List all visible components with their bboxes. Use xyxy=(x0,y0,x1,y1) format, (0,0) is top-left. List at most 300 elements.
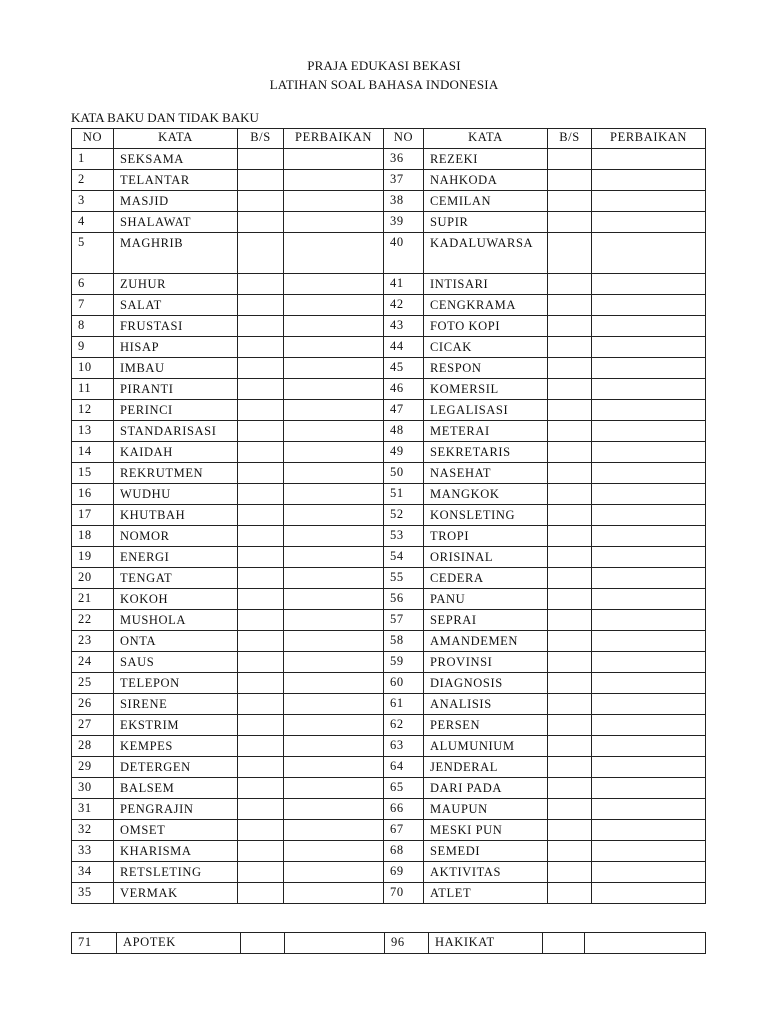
bs-answer-cell[interactable] xyxy=(238,778,284,799)
bs-answer-cell[interactable] xyxy=(238,589,284,610)
word-cell: AMANDEMEN xyxy=(424,631,548,652)
correction-cell[interactable] xyxy=(592,820,706,841)
word-cell: ONTA xyxy=(114,631,238,652)
bs-answer-cell[interactable] xyxy=(548,631,592,652)
bs-answer-cell[interactable] xyxy=(548,274,592,295)
header-bs: B/S xyxy=(238,129,284,149)
word-cell: ANALISIS xyxy=(424,694,548,715)
bs-answer-cell[interactable] xyxy=(548,484,592,505)
word-cell: APOTEK xyxy=(117,933,241,954)
row-number: 56 xyxy=(384,589,424,610)
word-cell: REKRUTMEN xyxy=(114,463,238,484)
row-number: 13 xyxy=(72,421,114,442)
correction-cell[interactable] xyxy=(592,526,706,547)
correction-cell[interactable] xyxy=(284,799,384,820)
row-number: 44 xyxy=(384,337,424,358)
row-number: 36 xyxy=(384,149,424,170)
correction-cell[interactable] xyxy=(284,233,384,274)
bs-answer-cell[interactable] xyxy=(238,694,284,715)
table-row xyxy=(72,212,706,233)
word-cell: KONSLETING xyxy=(424,505,548,526)
table-body-continued xyxy=(72,933,706,954)
table-row xyxy=(72,547,706,568)
correction-cell[interactable] xyxy=(284,170,384,191)
word-cell: DARI PADA xyxy=(424,778,548,799)
bs-answer-cell[interactable] xyxy=(548,421,592,442)
row-number: 49 xyxy=(384,442,424,463)
bs-answer-cell[interactable] xyxy=(548,463,592,484)
row-number: 11 xyxy=(72,379,114,400)
bs-answer-cell[interactable] xyxy=(238,526,284,547)
bs-answer-cell[interactable] xyxy=(548,295,592,316)
bs-answer-cell[interactable] xyxy=(238,631,284,652)
word-cell: PERINCI xyxy=(114,400,238,421)
correction-cell[interactable] xyxy=(592,547,706,568)
bs-answer-cell[interactable] xyxy=(238,568,284,589)
bs-answer-cell[interactable] xyxy=(548,862,592,883)
bs-answer-cell[interactable] xyxy=(548,652,592,673)
word-cell: VERMAK xyxy=(114,883,238,904)
word-cell: DETERGEN xyxy=(114,757,238,778)
correction-cell[interactable] xyxy=(592,170,706,191)
correction-cell[interactable] xyxy=(284,526,384,547)
table-row xyxy=(72,933,706,954)
word-cell: INTISARI xyxy=(424,274,548,295)
row-number: 59 xyxy=(384,652,424,673)
bs-answer-cell[interactable] xyxy=(238,820,284,841)
table-row xyxy=(72,337,706,358)
row-number: 3 xyxy=(72,191,114,212)
correction-cell[interactable] xyxy=(284,862,384,883)
header-no-2: NO xyxy=(384,129,424,149)
row-number: 43 xyxy=(384,316,424,337)
correction-cell[interactable] xyxy=(284,715,384,736)
bs-answer-cell[interactable] xyxy=(548,316,592,337)
bs-answer-cell[interactable] xyxy=(238,736,284,757)
row-number: 18 xyxy=(72,526,114,547)
word-cell: CEMILAN xyxy=(424,191,548,212)
correction-cell[interactable] xyxy=(592,149,706,170)
bs-answer-cell[interactable] xyxy=(238,757,284,778)
section-heading: KATA BAKU DAN TIDAK BAKU xyxy=(71,110,259,125)
bs-answer-cell[interactable] xyxy=(238,421,284,442)
word-cell: SEMEDI xyxy=(424,841,548,862)
correction-cell[interactable] xyxy=(285,933,385,954)
table-row xyxy=(72,526,706,547)
row-number: 52 xyxy=(384,505,424,526)
word-cell: MAGHRIB xyxy=(114,233,238,274)
correction-cell[interactable] xyxy=(592,442,706,463)
row-number: 47 xyxy=(384,400,424,421)
bs-answer-cell[interactable] xyxy=(238,379,284,400)
row-number: 96 xyxy=(385,933,429,954)
word-cell: DIAGNOSIS xyxy=(424,673,548,694)
correction-cell[interactable] xyxy=(284,883,384,904)
bs-answer-cell[interactable] xyxy=(548,149,592,170)
row-number: 21 xyxy=(72,589,114,610)
row-number: 14 xyxy=(72,442,114,463)
row-number: 37 xyxy=(384,170,424,191)
row-number: 31 xyxy=(72,799,114,820)
table-row xyxy=(72,673,706,694)
row-number: 58 xyxy=(384,631,424,652)
bs-answer-cell[interactable] xyxy=(238,673,284,694)
correction-cell[interactable] xyxy=(592,778,706,799)
word-cell: KADALUWARSA xyxy=(424,233,548,274)
bs-answer-cell[interactable] xyxy=(548,778,592,799)
correction-cell[interactable] xyxy=(592,589,706,610)
table-row xyxy=(72,820,706,841)
correction-cell[interactable] xyxy=(592,694,706,715)
bs-answer-cell[interactable] xyxy=(238,212,284,233)
row-number: 28 xyxy=(72,736,114,757)
word-cell: ORISINAL xyxy=(424,547,548,568)
correction-cell[interactable] xyxy=(284,316,384,337)
word-cell: SEPRAI xyxy=(424,610,548,631)
table-row xyxy=(72,799,706,820)
row-number: 61 xyxy=(384,694,424,715)
correction-cell[interactable] xyxy=(284,212,384,233)
bs-answer-cell[interactable] xyxy=(238,715,284,736)
correction-cell[interactable] xyxy=(284,631,384,652)
bs-answer-cell[interactable] xyxy=(548,841,592,862)
bs-answer-cell[interactable] xyxy=(548,170,592,191)
word-cell: REZEKI xyxy=(424,149,548,170)
correction-cell[interactable] xyxy=(284,358,384,379)
word-cell: JENDERAL xyxy=(424,757,548,778)
bs-answer-cell[interactable] xyxy=(238,862,284,883)
table-row xyxy=(72,233,706,274)
word-cell: FOTO KOPI xyxy=(424,316,548,337)
bs-answer-cell[interactable] xyxy=(238,170,284,191)
row-number: 57 xyxy=(384,610,424,631)
row-number: 40 xyxy=(384,233,424,274)
correction-cell[interactable] xyxy=(284,274,384,295)
row-number: 69 xyxy=(384,862,424,883)
bs-answer-cell[interactable] xyxy=(238,191,284,212)
table-row xyxy=(72,149,706,170)
word-cell: ATLET xyxy=(424,883,548,904)
bs-answer-cell[interactable] xyxy=(238,841,284,862)
bs-answer-cell[interactable] xyxy=(238,610,284,631)
correction-cell[interactable] xyxy=(592,883,706,904)
correction-cell[interactable] xyxy=(592,421,706,442)
correction-cell[interactable] xyxy=(592,463,706,484)
row-number: 38 xyxy=(384,191,424,212)
bs-answer-cell[interactable] xyxy=(238,358,284,379)
correction-cell[interactable] xyxy=(592,358,706,379)
correction-cell[interactable] xyxy=(284,547,384,568)
correction-cell[interactable] xyxy=(284,757,384,778)
word-cell: KOKOH xyxy=(114,589,238,610)
table-row xyxy=(72,358,706,379)
correction-cell[interactable] xyxy=(284,442,384,463)
correction-cell[interactable] xyxy=(592,736,706,757)
bs-answer-cell[interactable] xyxy=(548,883,592,904)
row-number: 45 xyxy=(384,358,424,379)
word-cell: KAIDAH xyxy=(114,442,238,463)
bs-answer-cell[interactable] xyxy=(238,274,284,295)
header-perbaikan: PERBAIKAN xyxy=(284,129,384,149)
correction-cell[interactable] xyxy=(592,400,706,421)
table-row xyxy=(72,463,706,484)
table-row xyxy=(72,652,706,673)
word-cell: PIRANTI xyxy=(114,379,238,400)
row-number: 64 xyxy=(384,757,424,778)
word-cell: EKSTRIM xyxy=(114,715,238,736)
table-row xyxy=(72,505,706,526)
word-cell: MUSHOLA xyxy=(114,610,238,631)
document-org-title: PRAJA EDUKASI BEKASI xyxy=(307,58,461,73)
bs-answer-cell[interactable] xyxy=(548,820,592,841)
correction-cell[interactable] xyxy=(592,505,706,526)
bs-answer-cell[interactable] xyxy=(548,610,592,631)
correction-cell[interactable] xyxy=(284,820,384,841)
table-row xyxy=(72,883,706,904)
bs-answer-cell[interactable] xyxy=(548,442,592,463)
row-number: 63 xyxy=(384,736,424,757)
bs-answer-cell[interactable] xyxy=(238,883,284,904)
table-row xyxy=(72,694,706,715)
row-number: 24 xyxy=(72,652,114,673)
bs-answer-cell[interactable] xyxy=(548,212,592,233)
word-cell: KHUTBAH xyxy=(114,505,238,526)
correction-cell[interactable] xyxy=(284,778,384,799)
row-number: 17 xyxy=(72,505,114,526)
word-cell: HISAP xyxy=(114,337,238,358)
word-cell: STANDARISASI xyxy=(114,421,238,442)
correction-cell[interactable] xyxy=(284,463,384,484)
row-number: 26 xyxy=(72,694,114,715)
row-number: 68 xyxy=(384,841,424,862)
bs-answer-cell[interactable] xyxy=(238,316,284,337)
row-number: 16 xyxy=(72,484,114,505)
word-cell: MASJID xyxy=(114,191,238,212)
word-cell: TELEPON xyxy=(114,673,238,694)
row-number: 50 xyxy=(384,463,424,484)
word-cell: CICAK xyxy=(424,337,548,358)
bs-answer-cell[interactable] xyxy=(238,400,284,421)
row-number: 51 xyxy=(384,484,424,505)
word-cell: TROPI xyxy=(424,526,548,547)
table-row xyxy=(72,862,706,883)
correction-cell[interactable] xyxy=(592,274,706,295)
bs-answer-cell[interactable] xyxy=(238,442,284,463)
correction-cell[interactable] xyxy=(592,233,706,274)
bs-answer-cell[interactable] xyxy=(548,757,592,778)
correction-cell[interactable] xyxy=(284,736,384,757)
word-cell: METERAI xyxy=(424,421,548,442)
bs-answer-cell[interactable] xyxy=(238,652,284,673)
bs-answer-cell[interactable] xyxy=(548,337,592,358)
row-number: 10 xyxy=(72,358,114,379)
correction-cell[interactable] xyxy=(284,400,384,421)
row-number: 41 xyxy=(384,274,424,295)
bs-answer-cell[interactable] xyxy=(548,379,592,400)
word-cell: NAHKODA xyxy=(424,170,548,191)
row-number: 67 xyxy=(384,820,424,841)
bs-answer-cell[interactable] xyxy=(238,463,284,484)
bs-answer-cell[interactable] xyxy=(548,526,592,547)
row-number: 20 xyxy=(72,568,114,589)
bs-answer-cell[interactable] xyxy=(238,547,284,568)
table-row xyxy=(72,610,706,631)
word-cell: SALAT xyxy=(114,295,238,316)
table-row xyxy=(72,484,706,505)
word-cell: BALSEM xyxy=(114,778,238,799)
correction-cell[interactable] xyxy=(592,841,706,862)
row-number: 15 xyxy=(72,463,114,484)
word-cell: OMSET xyxy=(114,820,238,841)
correction-cell[interactable] xyxy=(284,568,384,589)
correction-cell[interactable] xyxy=(585,933,706,954)
bs-answer-cell[interactable] xyxy=(238,505,284,526)
row-number: 53 xyxy=(384,526,424,547)
row-number: 60 xyxy=(384,673,424,694)
bs-answer-cell[interactable] xyxy=(238,337,284,358)
word-table xyxy=(71,128,706,904)
correction-cell[interactable] xyxy=(284,295,384,316)
table-row xyxy=(72,757,706,778)
word-cell: PANU xyxy=(424,589,548,610)
word-cell: NOMOR xyxy=(114,526,238,547)
correction-cell[interactable] xyxy=(284,337,384,358)
bs-answer-cell[interactable] xyxy=(548,505,592,526)
correction-cell[interactable] xyxy=(284,505,384,526)
correction-cell[interactable] xyxy=(284,589,384,610)
bs-answer-cell[interactable] xyxy=(548,673,592,694)
header-kata-2: KATA xyxy=(424,129,548,149)
bs-answer-cell[interactable] xyxy=(548,233,592,274)
correction-cell[interactable] xyxy=(284,379,384,400)
table-row xyxy=(72,589,706,610)
header-kata: KATA xyxy=(114,129,238,149)
word-cell: SUPIR xyxy=(424,212,548,233)
table-row xyxy=(72,274,706,295)
bs-answer-cell[interactable] xyxy=(548,547,592,568)
row-number: 48 xyxy=(384,421,424,442)
correction-cell[interactable] xyxy=(284,149,384,170)
row-number: 27 xyxy=(72,715,114,736)
table-header-row xyxy=(72,129,706,149)
word-cell: CENGKRAMA xyxy=(424,295,548,316)
correction-cell[interactable] xyxy=(592,337,706,358)
word-cell: PERSEN xyxy=(424,715,548,736)
bs-answer-cell[interactable] xyxy=(238,799,284,820)
correction-cell[interactable] xyxy=(284,191,384,212)
bs-answer-cell[interactable] xyxy=(548,736,592,757)
word-cell: RETSLETING xyxy=(114,862,238,883)
row-number: 62 xyxy=(384,715,424,736)
correction-cell[interactable] xyxy=(592,673,706,694)
bs-answer-cell[interactable] xyxy=(548,715,592,736)
table-row xyxy=(72,295,706,316)
correction-cell[interactable] xyxy=(592,212,706,233)
correction-cell[interactable] xyxy=(592,799,706,820)
word-cell: SEKRETARIS xyxy=(424,442,548,463)
bs-answer-cell[interactable] xyxy=(543,933,585,954)
row-number: 23 xyxy=(72,631,114,652)
correction-cell[interactable] xyxy=(592,757,706,778)
correction-cell[interactable] xyxy=(284,421,384,442)
table-row xyxy=(72,400,706,421)
correction-cell[interactable] xyxy=(592,631,706,652)
header-no: NO xyxy=(72,129,114,149)
row-number: 7 xyxy=(72,295,114,316)
correction-cell[interactable] xyxy=(284,841,384,862)
bs-answer-cell[interactable] xyxy=(548,400,592,421)
bs-answer-cell[interactable] xyxy=(548,191,592,212)
correction-cell[interactable] xyxy=(592,610,706,631)
table-row xyxy=(72,379,706,400)
row-number: 4 xyxy=(72,212,114,233)
row-number: 70 xyxy=(384,883,424,904)
bs-answer-cell[interactable] xyxy=(238,233,284,274)
correction-cell[interactable] xyxy=(592,568,706,589)
word-cell: LEGALISASI xyxy=(424,400,548,421)
bs-answer-cell[interactable] xyxy=(548,589,592,610)
word-cell: TENGAT xyxy=(114,568,238,589)
correction-cell[interactable] xyxy=(592,715,706,736)
bs-answer-cell[interactable] xyxy=(238,484,284,505)
word-cell: RESPON xyxy=(424,358,548,379)
correction-cell[interactable] xyxy=(284,652,384,673)
bs-answer-cell[interactable] xyxy=(548,568,592,589)
bs-answer-cell[interactable] xyxy=(238,295,284,316)
row-number: 9 xyxy=(72,337,114,358)
word-cell: WUDHU xyxy=(114,484,238,505)
header-perbaikan-2: PERBAIKAN xyxy=(592,129,706,149)
correction-cell[interactable] xyxy=(284,610,384,631)
word-cell: SIRENE xyxy=(114,694,238,715)
bs-answer-cell[interactable] xyxy=(548,358,592,379)
bs-answer-cell[interactable] xyxy=(548,799,592,820)
correction-cell[interactable] xyxy=(284,673,384,694)
table-body xyxy=(72,149,706,904)
word-cell: AKTIVITAS xyxy=(424,862,548,883)
table-row xyxy=(72,715,706,736)
table-row xyxy=(72,191,706,212)
correction-cell[interactable] xyxy=(592,191,706,212)
row-number: 19 xyxy=(72,547,114,568)
row-number: 22 xyxy=(72,610,114,631)
word-cell: PROVINSI xyxy=(424,652,548,673)
word-cell: TELANTAR xyxy=(114,170,238,191)
row-number: 25 xyxy=(72,673,114,694)
correction-cell[interactable] xyxy=(592,484,706,505)
correction-cell[interactable] xyxy=(592,316,706,337)
correction-cell[interactable] xyxy=(284,694,384,715)
correction-cell[interactable] xyxy=(592,295,706,316)
correction-cell[interactable] xyxy=(284,484,384,505)
word-cell: PENGRAJIN xyxy=(114,799,238,820)
row-number: 32 xyxy=(72,820,114,841)
word-cell: SHALAWAT xyxy=(114,212,238,233)
word-cell: KHARISMA xyxy=(114,841,238,862)
bs-answer-cell[interactable] xyxy=(548,694,592,715)
correction-cell[interactable] xyxy=(592,862,706,883)
row-number: 54 xyxy=(384,547,424,568)
row-number: 6 xyxy=(72,274,114,295)
word-cell: MANGKOK xyxy=(424,484,548,505)
bs-answer-cell[interactable] xyxy=(241,933,285,954)
correction-cell[interactable] xyxy=(592,652,706,673)
bs-answer-cell[interactable] xyxy=(238,149,284,170)
word-cell: ALUMUNIUM xyxy=(424,736,548,757)
word-cell: CEDERA xyxy=(424,568,548,589)
correction-cell[interactable] xyxy=(592,379,706,400)
row-number: 39 xyxy=(384,212,424,233)
